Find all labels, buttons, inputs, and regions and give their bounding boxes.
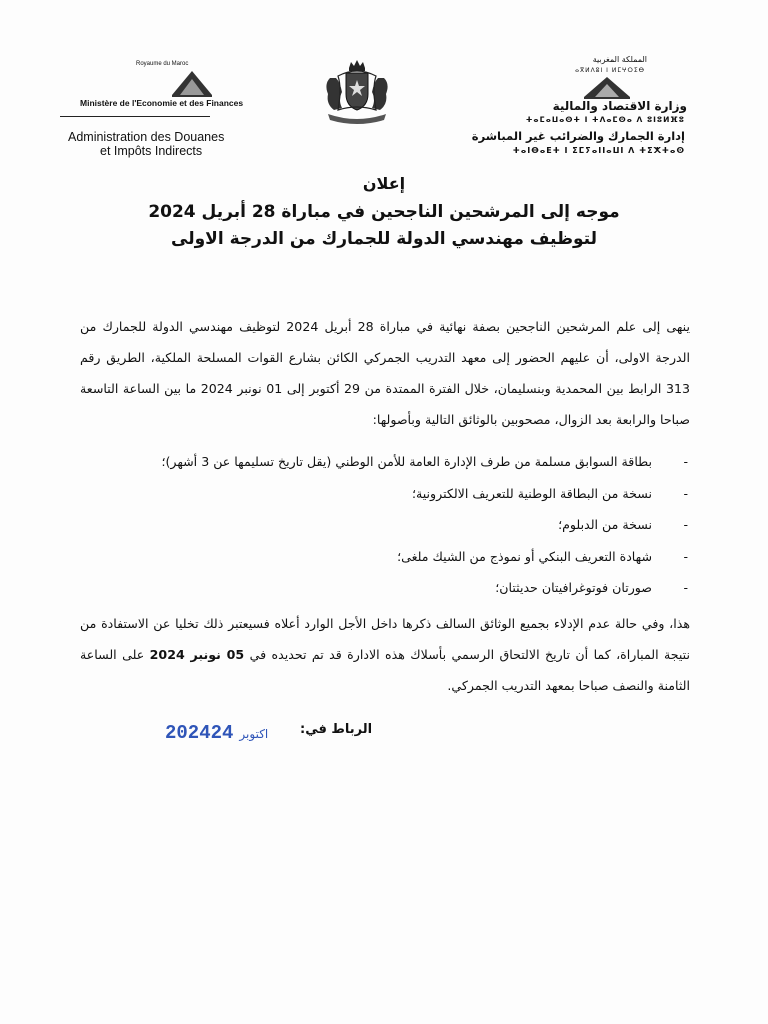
ministry-name-ar: وزارة الاقتصاد والمالية — [552, 99, 687, 113]
closing-text-start: هذا، وفي حالة عدم الإدلاء بجميع الوثائق السالف ذكرها داخل الأجل الوارد أعلاه فسيعتبر ذلك تخليا عن الاستفادة من نتيجة المباراة، كما أن تاريخ الالتحاق الرسمي بأسلاك هذه الادارة قد تم تحديده في — [80, 616, 690, 662]
ministry-name-tifinagh: ⵜⴰⵎⴰⵡⴰⵙⵜ ⵏ ⵜⴷⴰⵎⵙⴰ ⴷ ⵓⵏⵓⵍⴼⵓ — [525, 115, 685, 124]
ministry-logo-icon — [172, 71, 212, 97]
stamp-day: 24 — [210, 722, 234, 744]
list-item: - شهادة التعريف البنكي أو نموذج من الشيك ملغى؛ — [80, 541, 690, 573]
header-divider — [60, 116, 210, 117]
kingdom-label-ar: المملكة المغربية — [592, 55, 647, 64]
list-item: - بطاقة السوابق مسلمة من طرف الإدارة العامة للأمن الوطني (يقل تاريخ تسليمها عن 3 أشهر)؛ — [80, 446, 690, 478]
kingdom-label-fr: Royaume du Maroc — [136, 61, 189, 67]
stamp-month: اكتوبر — [239, 727, 269, 741]
intro-paragraph: ينهى إلى علم المرشحين الناجحين بصفة نهائية في مباراة 28 أبريل 2024 لتوظيف مهندسي الدولة للجمارك من الدرجة الاولى، أن عليهم الحضور إلى معهد التدريب الجمركي الكائن بشارع القوات المسلحة الملكية، الطريق رقم 313 الرابط بين المحمدية وبنسليمان، خلال الفترة الممتدة من 29 أكتوبر إلى 01 نونبر 2024 ما بين الساعة التاسعة صباحا والرابعة بعد الزوال، مصحوبين بالوثائق التالية وبأصولها: — [80, 319, 690, 427]
date-stamp — [165, 722, 274, 744]
administration-name-fr-line2: et Impôts Indirects — [100, 144, 203, 158]
stamp-year: 2024 — [165, 722, 211, 744]
closing-paragraph — [80, 608, 690, 701]
administration-name-fr-line1: Administration des Douanes — [68, 130, 225, 144]
closing-text-end: على الساعة الثامنة والنصف صباحا بمعهد التدريب الجمركي. — [80, 647, 690, 693]
announcement-title: إعلان — [362, 174, 406, 193]
start-date: 05 نونبر 2024 — [149, 647, 245, 662]
announcement-subtitle: موجه إلى المرشحين الناجحين في مباراة 28 أبريل 2024 — [148, 202, 620, 222]
announcement-subtitle-line2: لتوظيف مهندسي الدولة للجمارك من الدرجة الاولى — [171, 229, 597, 249]
ministry-name-fr: Ministère de l'Economie et des Finances — [80, 98, 244, 108]
royal-coat-of-arms-icon — [318, 58, 396, 126]
administration-name-tifinagh: ⵜⴰⵏⴱⴰⴹⵜ ⵏ ⵉⵎⵢⴰⵏⵏⴰⵡⵏ ⴷ ⵜⵉⵅⵜⴰⵙ — [512, 146, 685, 155]
ministry-logo-icon — [584, 77, 630, 99]
ministry-header-right — [471, 55, 705, 165]
list-item: - نسخة من الدبلوم؛ — [80, 509, 690, 541]
kingdom-label-tifinagh: ⴰⴳⵍⴷⵓⵏ ⵏ ⵍⵎⵖⵔⵉⴱ — [575, 67, 645, 74]
required-documents-list — [80, 446, 690, 604]
place-label: الرباط في: — [300, 722, 373, 737]
list-item: - صورتان فوتوغرافيتان حديثتان؛ — [80, 572, 690, 604]
list-item: - نسخة من البطاقة الوطنية للتعريف الالكترونية؛ — [80, 478, 690, 510]
ministry-header-left — [48, 58, 258, 168]
administration-name-ar: إدارة الجمارك والضرائب غير المباشرة — [471, 129, 685, 143]
